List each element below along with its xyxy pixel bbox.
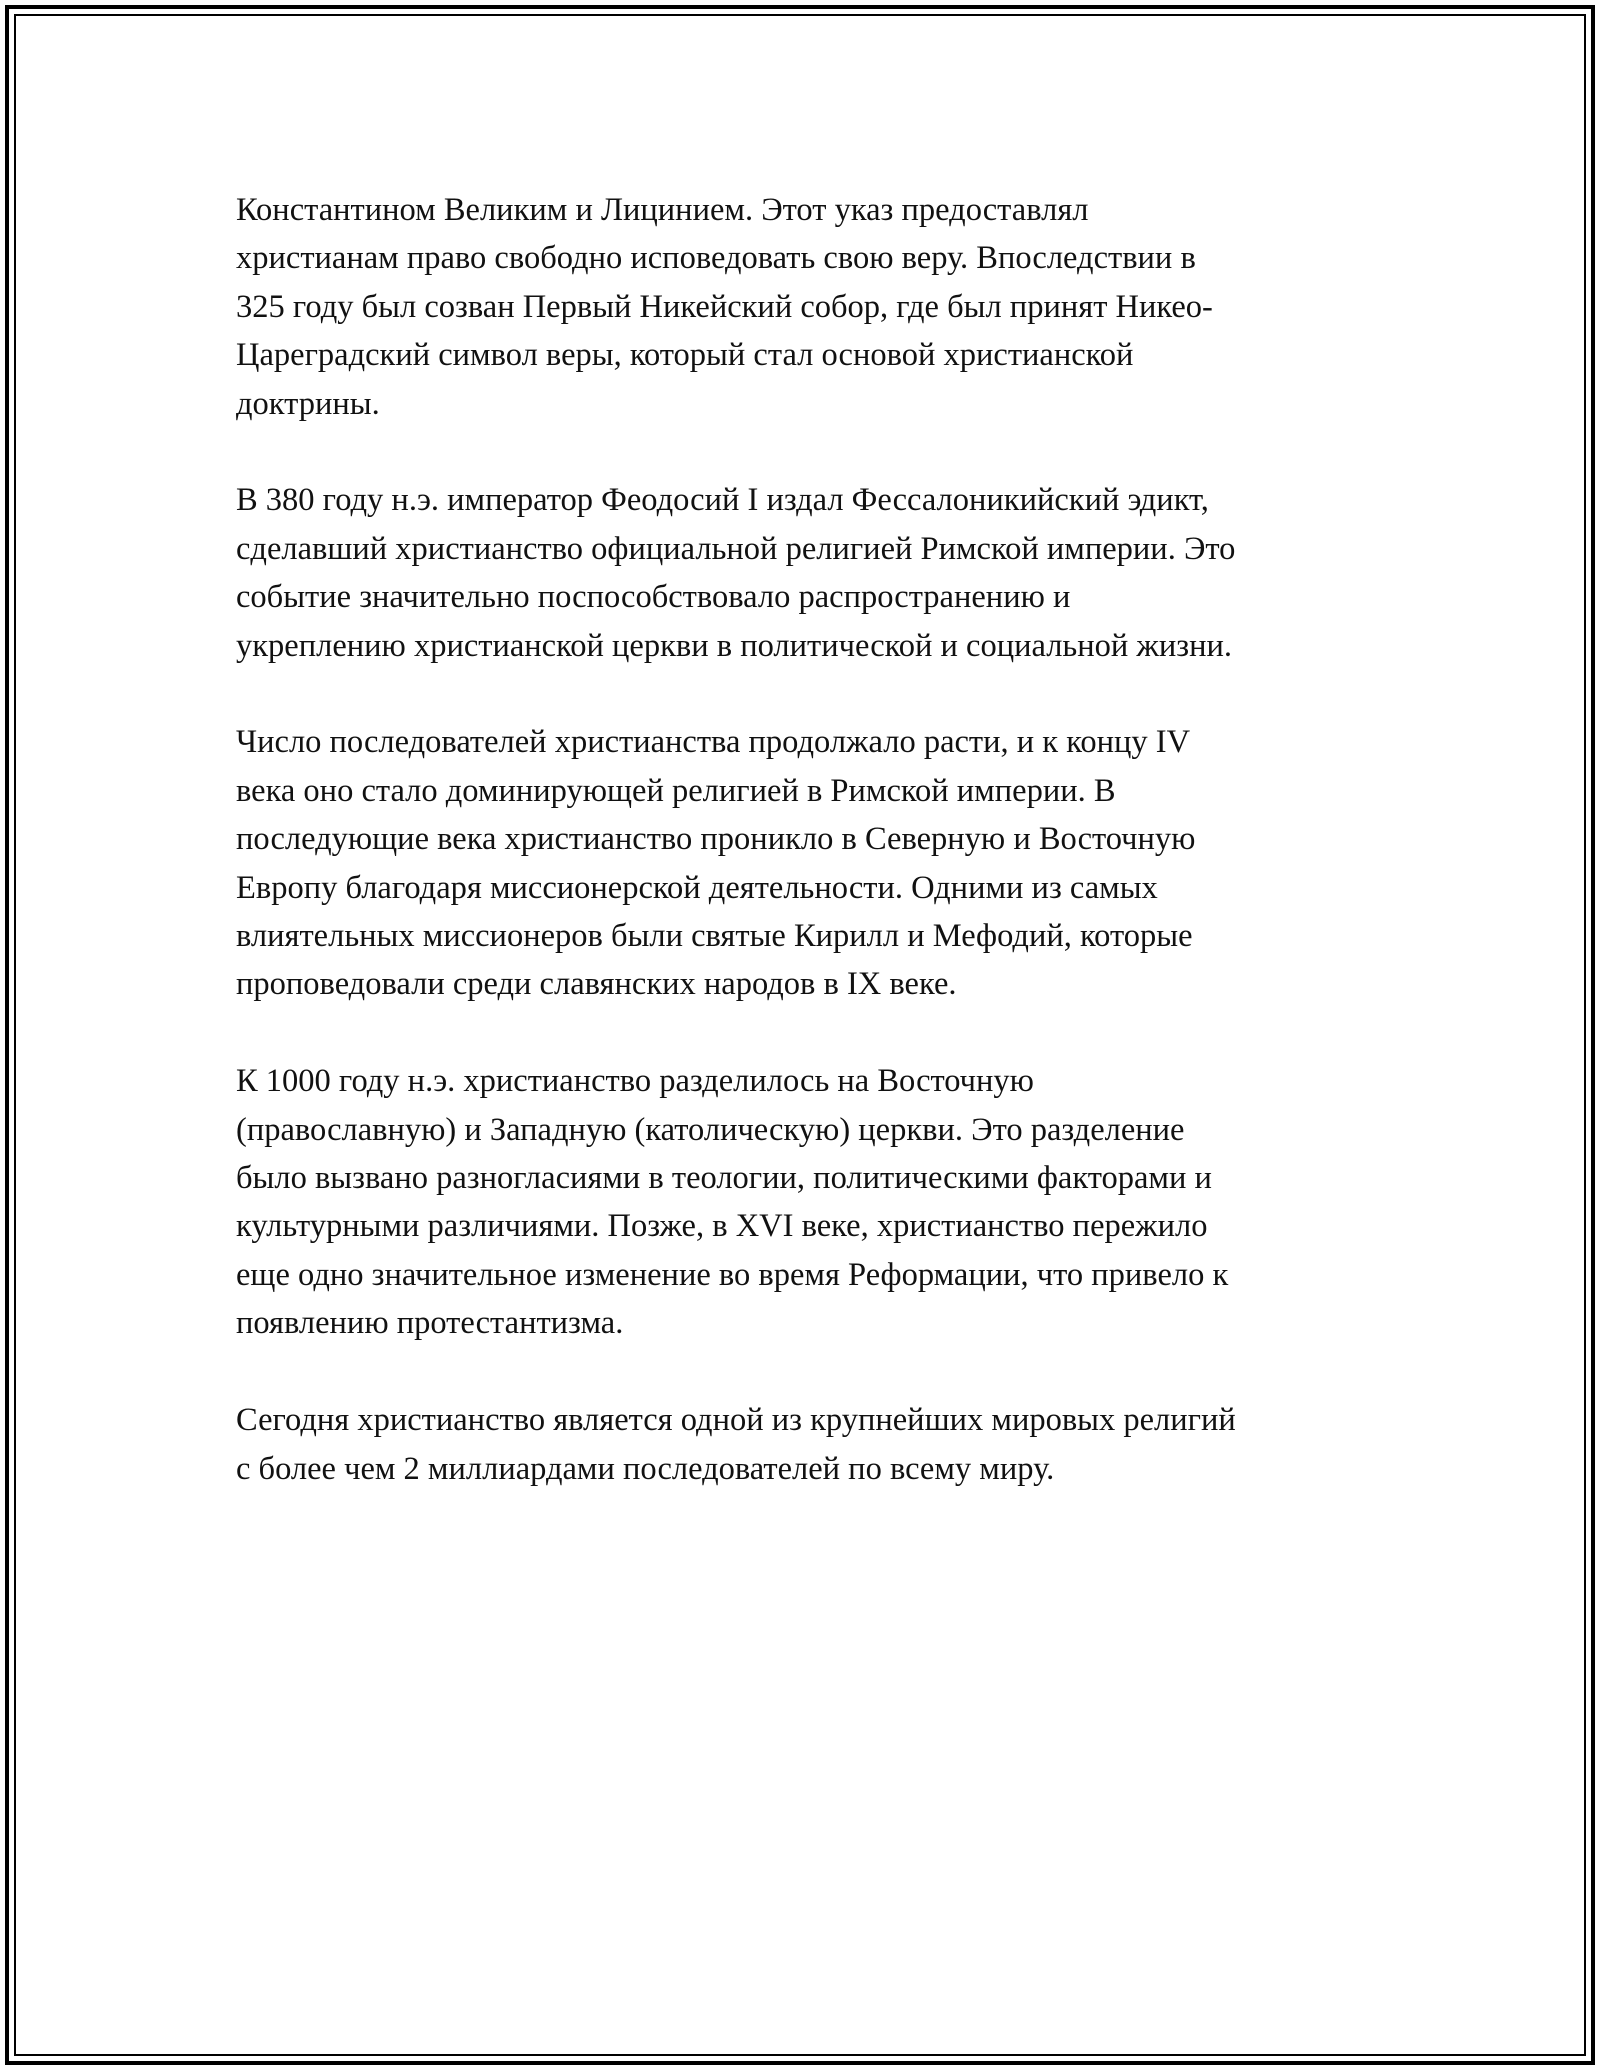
paragraph-1 bbox=[236, 186, 1396, 428]
text-line: культурными различиями. Позже, в XVI веке, христианство пережило bbox=[236, 1208, 1208, 1245]
paragraph-5 bbox=[236, 1396, 1396, 1493]
text-line: укреплению христианской церкви в политической и социальной жизни. bbox=[236, 627, 1233, 664]
text-line: (православную) и Западную (католическую) церкви. Это разделение bbox=[236, 1111, 1185, 1148]
document-body bbox=[236, 186, 1396, 1541]
text-line: Европу благодаря миссионерской деятельности. Одними из самых bbox=[236, 869, 1158, 906]
text-line: с более чем 2 миллиардами последователей по всему миру. bbox=[236, 1450, 1055, 1487]
text-line: века оно стало доминирующей религией в Римской империи. В bbox=[236, 772, 1116, 809]
text-line: В 380 году н.э. император Феодосий I издал Фессалоникийский эдикт, bbox=[236, 482, 1209, 519]
text-line: К 1000 году н.э. христианство разделилось на Восточную bbox=[236, 1063, 1034, 1100]
text-line: Число последователей христианства продолжало расти, и к концу IV bbox=[236, 724, 1191, 761]
text-line: сделавший христианство официальной религией Римской империи. Это bbox=[236, 530, 1236, 567]
paragraph-3 bbox=[236, 718, 1396, 1008]
text-line: Константином Великим и Лицинием. Этот указ предоставлял bbox=[236, 192, 1089, 228]
text-line: последующие века христианство проникло в Северную и Восточную bbox=[236, 821, 1196, 858]
text-line: событие значительно поспособствовало распространению и bbox=[236, 579, 1071, 616]
text-line: Цареградский символ веры, который стал основой христианской bbox=[236, 337, 1134, 374]
text-line: доктрины. bbox=[236, 385, 380, 422]
text-line: еще одно значительное изменение во время Реформации, что привело к bbox=[236, 1256, 1229, 1293]
text-line: появлению протестантизма. bbox=[236, 1305, 624, 1342]
text-line: влиятельных миссионеров были святые Кирилл и Мефодий, которые bbox=[236, 918, 1193, 955]
paragraph-4 bbox=[236, 1057, 1396, 1347]
paragraph-2 bbox=[236, 476, 1396, 670]
text-line: проповедовали среди славянских народов в IX веке. bbox=[236, 966, 957, 1003]
text-line: Сегодня христианство является одной из крупнейших мировых религий bbox=[236, 1402, 1236, 1439]
text-line: 325 году был созван Первый Никейский собор, где был принят Никео- bbox=[236, 288, 1213, 325]
text-line: христианам право свободно исповедовать свою веру. Впоследствии в bbox=[236, 240, 1196, 277]
text-line: было вызвано разногласиями в теологии, политическими факторами и bbox=[236, 1160, 1212, 1197]
